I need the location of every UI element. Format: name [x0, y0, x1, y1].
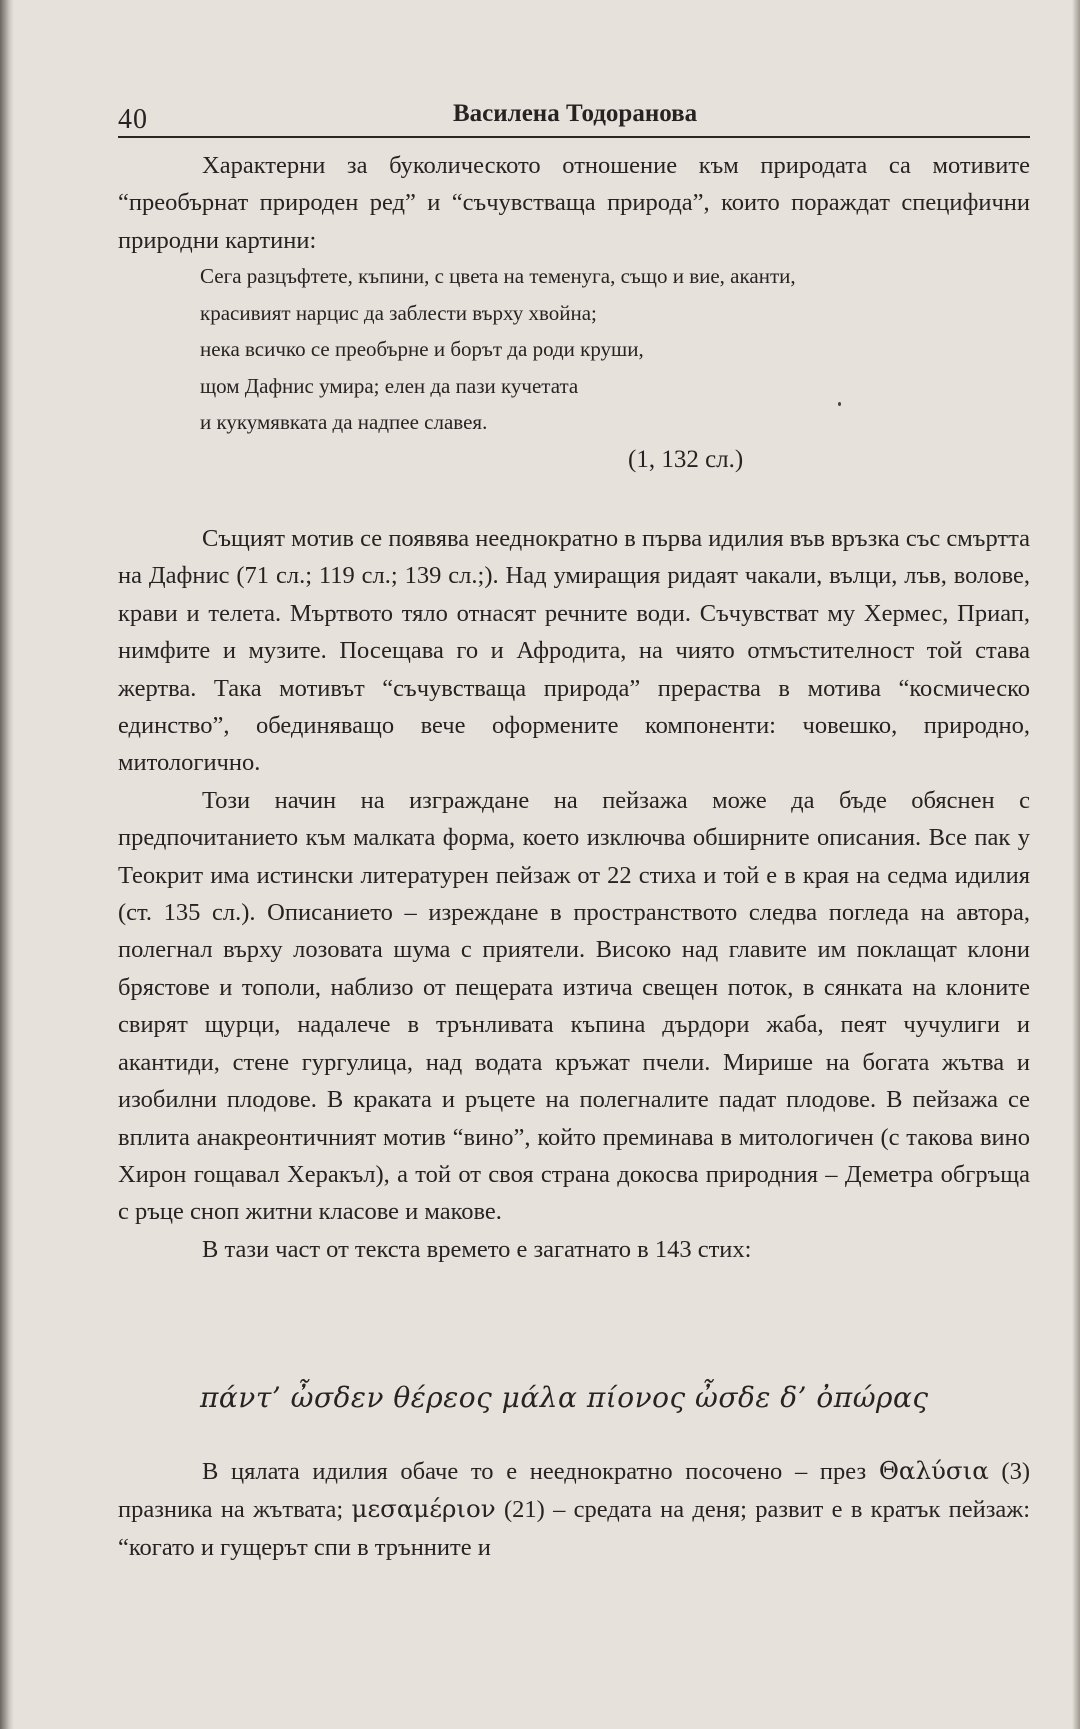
verse-line-3: нека всичко се преобърне и борът да роди круши, [200, 337, 644, 361]
last-paragraph-start: В цялата идилия обаче то е нееднократно посочено – през [202, 1458, 879, 1485]
paragraph-3: В тази част от текста времето е загатнато в 143 стих: [202, 1235, 752, 1263]
greek-term-thalysia: Θαλύσια [878, 1456, 989, 1485]
body-paragraphs [118, 520, 1030, 1268]
page-number: 40 [118, 104, 148, 135]
running-title: Василена Тодоранова [453, 100, 698, 127]
intro-paragraph [118, 147, 1030, 259]
last-paragraph-part-2: (3) празника на жътвата; [118, 1458, 1030, 1524]
page-header [118, 96, 1030, 138]
paragraph-2: Този начин на изграждане на пейзажа може да бъде обяснен с предпочитанието към малката форма, което изключва обширните описания. Все пак у Теокрит има истински литературен пейзаж от 22 стиха и той е в края на седма идилия (ст. 135 сл.). Описанието – изреждане в пространството следва погледа на автора, полегнал върху лозовата шума с приятели. Високо над главите им поклащат клони брястове и тополи, наблизо от пещерата изтича свещен поток, в сянката на клоните свирят щурци, надалече в трънливата къпина дърдори жаба, пеят чучулиги и акантиди, стене гургулица, над водата кръжат пчели. Мирише на богата жътва и изобилни плодове. В краката и ръцете на полегналите падат плодове. В пейзажа се вплита анакреонтичният мотив “вино”, който преминава в митологичен (с такова вино Хирон гощавал Херакъл), а той от своя страна докосва природния – Деметра обгръща с ръце сноп житни класове и макове. [118, 786, 1030, 1226]
page-edge-right [1072, 0, 1080, 1729]
page-edge-left [0, 0, 14, 1729]
verse-line-5: и кукумявката да надпее славея. [200, 410, 488, 434]
greek-verse-line [200, 1381, 929, 1415]
verse-quotation [200, 258, 1030, 441]
verse-line-2: красивият нарцис да заблести върху хвойна; [200, 300, 597, 325]
verse-line-4: щом Дафнис умира; елен да пази кучетата [200, 373, 579, 398]
paragraph-1: Същият мотив се появява нееднократно в първа идилия във връзка със смъртта на Дафнис (71 сл.; 119 сл.; 139 сл.;). Над умиращия ридаят чакали, вълци, лъв, волове, крави и телета. Мъртвото тяло отнасят речните води. Съчувстват му Хермес, Приап, нимфите и музите. Посещава го и Афродита, на чиято отмъстителност той става жертва. Така мотивът “съчувстваща природа” прераства в мотива “космическо единство”, обединяващо вече оформените компоненти: човешко, природно, митологично. [118, 525, 1030, 777]
greek-verse-text: πάντ’ ὦσδεν θέρεος μάλα πίονος ὦσδε δ’ ὀπώρας [200, 1381, 929, 1414]
verse-line-1: Сега разцъфтете, къпини, с цвета на теменуга, също и вие, аканти, [200, 264, 796, 288]
greek-term-mesamerion: μεσαμέριον [351, 1494, 496, 1524]
last-paragraph [118, 1452, 1030, 1566]
last-paragraph-text [118, 1452, 1030, 1566]
intro-text: Характерни за буколическото отношение към природата са мотивите “преобърнат природен ред” и “съчувстваща природа”, които пораждат специфични природни картини: [118, 152, 1030, 254]
last-paragraph-part-3: (21) – средата на деня; развит е в кратък пейзаж: “когато и гущерът спи в трънните и [118, 1496, 1031, 1561]
print-speck [838, 402, 841, 406]
verse-citation: (1, 132 сл.) [628, 446, 744, 473]
